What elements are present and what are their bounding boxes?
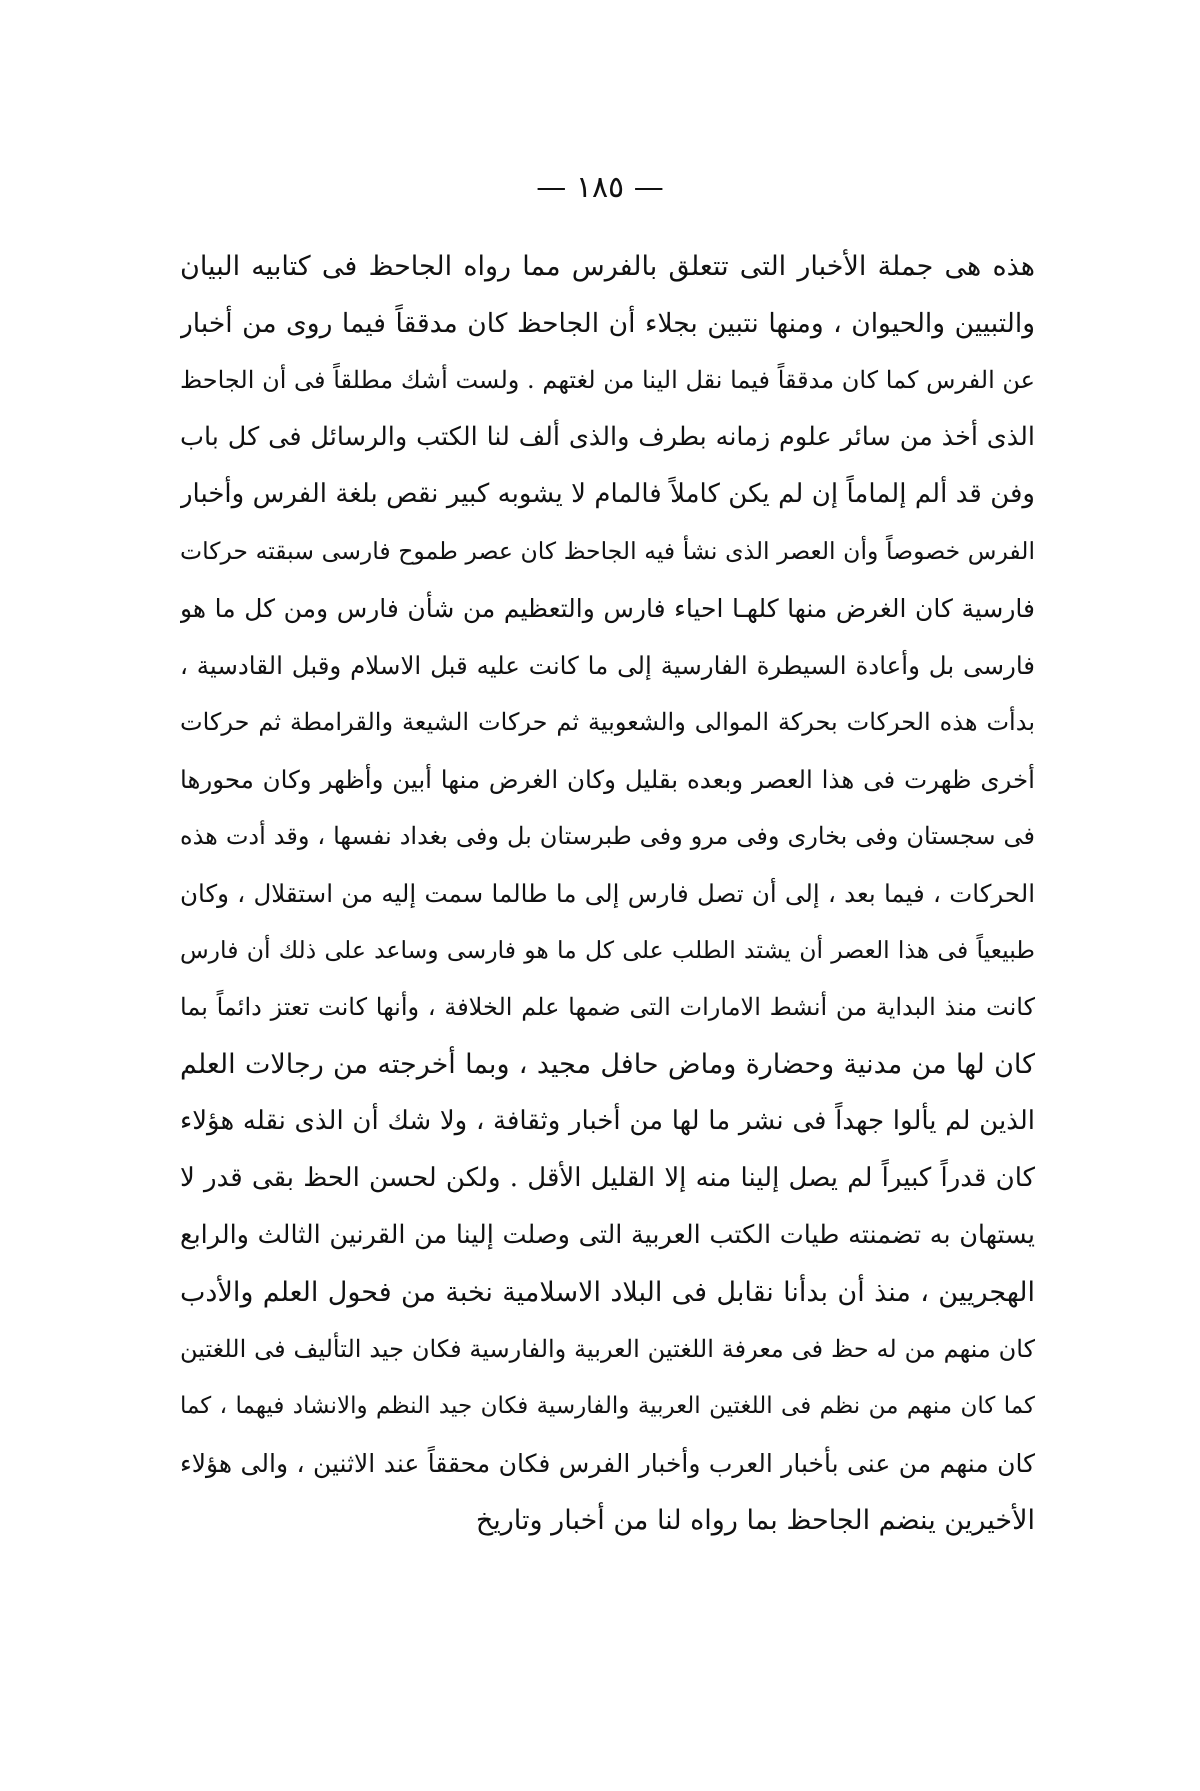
text-line: الفرس خصوصاً وأن العصر الذى نشأ فيه الجاحظ كان عصر طموح فارسى سبقته حركات xyxy=(180,537,1035,565)
text-line: كان منهم من له حظ فى معرفة اللغتين العربية والفارسية فكان جيد التأليف فى اللغتين xyxy=(180,1335,1035,1363)
text-line: والتبيين والحيوان ، ومنها نتبين بجلاء أن الجاحظ كان مدققاً فيما روى من أخبار xyxy=(180,308,1035,339)
text-line: أخرى ظهرت فى هذا العصر وبعده بقليل وكان الغرض منها أبين وأظهر وكان محورها xyxy=(180,765,1035,794)
text-line: وفن قد ألم إلماماً إن لم يكن كاملاً فالمام لا يشوبه كبير نقص بلغة الفرس وأخبار xyxy=(180,479,1035,509)
text-line: عن الفرس كما كان مدققاً فيما نقل الينا من لغتهم . ولست أشك مطلقاً فى أن الجاحظ xyxy=(180,366,1035,394)
body-paragraph xyxy=(180,238,1035,1549)
page-number: — ١٨٥ — xyxy=(536,170,664,205)
text-line: يستهان به تضمنته طيات الكتب العربية التى وصلت إلينا من القرنين الثالث والرابع xyxy=(180,1220,1035,1250)
text-line: فى سجستان وفى بخارى وفى مرو وفى طبرستان بل وفى بغداد نفسها ، وقد أدت هذه xyxy=(180,822,1035,850)
text-line: الذى أخذ من سائر علوم زمانه بطرف والذى ألف لنا الكتب والرسائل فى كل باب xyxy=(180,422,1035,452)
text-line: الحركات ، فيما بعد ، إلى أن تصل فارس إلى ما طالما سمت إليه من استقلال ، وكان xyxy=(180,879,1035,908)
text-line: بدأت هذه الحركات بحركة الموالى والشعوبية ثم حركات الشيعة والقرامطة ثم حركات xyxy=(180,708,1035,736)
text-line: كان منهم من عنى بأخبار العرب وأخبار الفرس فكان محققاً عند الاثنين ، والى هؤلاء xyxy=(180,1449,1035,1478)
text-line: كما كان منهم من نظم فى اللغتين العربية والفارسية فكان جيد النظم والانشاد فيهما ، كما xyxy=(180,1393,1035,1419)
text-line: فارسى بل وأعادة السيطرة الفارسية إلى ما كانت عليه قبل الاسلام وقبل القادسية ، xyxy=(180,651,1035,680)
text-line: طبيعياً فى هذا العصر أن يشتد الطلب على كل ما هو فارسى وساعد على ذلك أن فارس xyxy=(180,936,1035,964)
text-line: كان قدراً كبيراً لم يصل إلينا منه إلا القليل الأقل . ولكن لحسن الحظ بقى قدر لا xyxy=(180,1163,1035,1193)
text-line: كانت منذ البداية من أنشط الامارات التى ضمها علم الخلافة ، وأنها كانت تعتز دائماً بما xyxy=(180,993,1035,1021)
text-line: فارسية كان الغرض منها كلهـا احياء فارس والتعظيم من شأن فارس ومن كل ما هو xyxy=(180,594,1035,623)
text-line-last: الأخيرين ينضم الجاحظ بما رواه لنا من أخبار وتاريخ xyxy=(475,1505,1035,1536)
text-line: الهجريين ، منذ أن بدأنا نقابل فى البلاد الاسلامية نخبة من فحول العلم والأدب xyxy=(180,1277,1035,1308)
text-line: كان لها من مدنية وحضارة وماض حافل مجيد ، وبما أخرجته من رجالات العلم xyxy=(180,1049,1035,1080)
text-line: الذين لم يألوا جهداً فى نشر ما لها من أخبار وثقافة ، ولا شك أن الذى نقله هؤلاء xyxy=(180,1106,1035,1136)
text-line: هذه هى جملة الأخبار التى تتعلق بالفرس مما رواه الجاحظ فى كتابيه البيان xyxy=(180,251,1035,282)
